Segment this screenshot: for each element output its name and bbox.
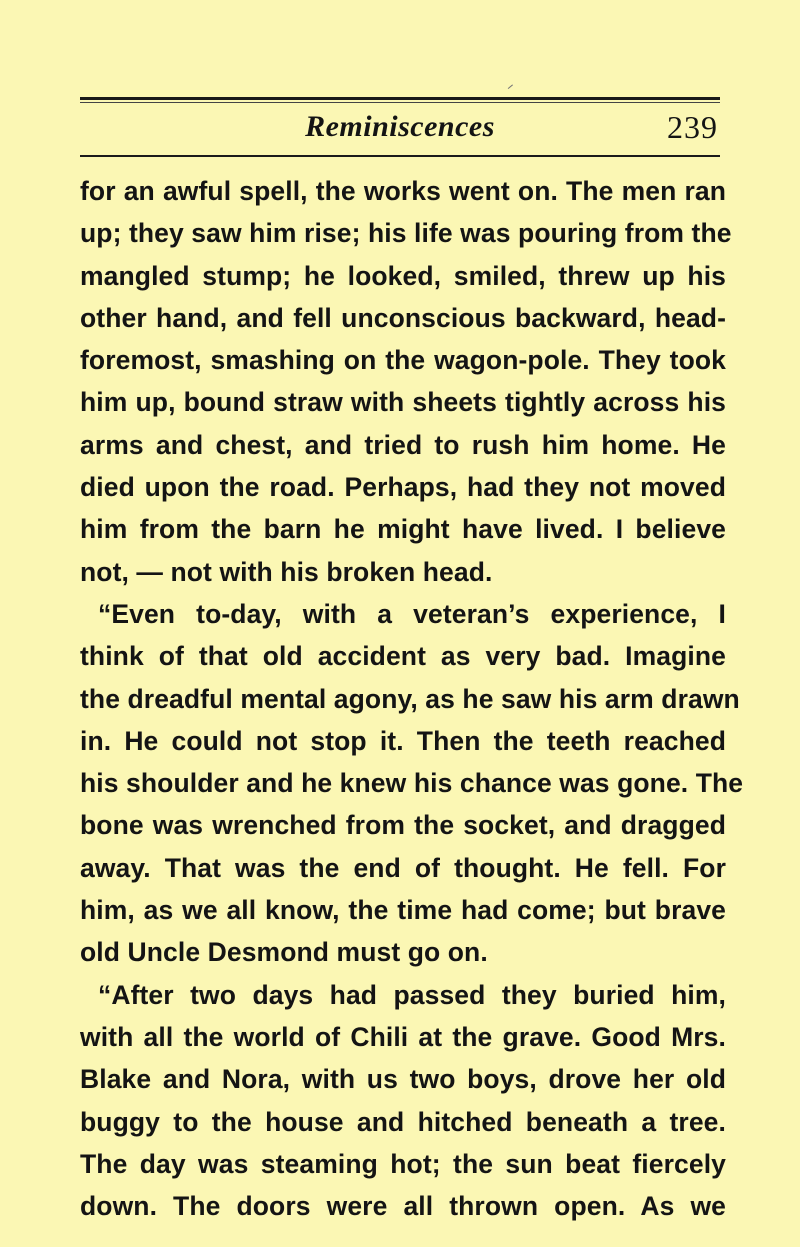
text-line: “Even to-day, with a veteran’s experience, I bbox=[98, 598, 726, 629]
text-line: mangled stump; he looked, smiled, threw up his bbox=[80, 260, 726, 291]
text-line: Blake and Nora, with us two boys, drove her old bbox=[80, 1064, 726, 1095]
text-line: arms and chest, and tried to rush him home. He bbox=[80, 429, 726, 460]
text-line: down. The doors were all thrown open. As we bbox=[80, 1191, 726, 1222]
text-line: “After two days had passed they buried him, bbox=[98, 979, 726, 1010]
text-line: away. That was the end of thought. He fell. For bbox=[80, 852, 726, 883]
text-line: The day was steaming hot; the sun beat fiercely bbox=[80, 1148, 726, 1179]
text-line: in. He could not stop it. Then the teeth reached bbox=[80, 725, 726, 756]
text-line: other hand, and fell unconscious backward, head- bbox=[80, 302, 726, 333]
text-line: with all the world of Chili at the grave. Good Mrs. bbox=[80, 1021, 726, 1052]
text-line: foremost, smashing on the wagon-pole. They took bbox=[80, 345, 726, 376]
text-line: the dreadful mental agony, as he saw his arm drawn bbox=[80, 683, 740, 714]
body-text bbox=[80, 170, 744, 1227]
text-line: died upon the road. Perhaps, had they not moved bbox=[80, 472, 726, 503]
ink-speck bbox=[508, 84, 515, 90]
text-line: up; they saw him rise; his life was pouring from the bbox=[80, 218, 732, 249]
text-line: him from the barn he might have lived. I believe bbox=[80, 514, 726, 545]
text-line: buggy to the house and hitched beneath a tree. bbox=[80, 1106, 726, 1137]
text-line: old Uncle Desmond must go on. bbox=[80, 937, 488, 968]
header-rule-top-thin bbox=[80, 102, 720, 103]
page-number: 239 bbox=[667, 109, 718, 145]
running-header bbox=[80, 107, 720, 151]
text-line: bone was wrenched from the socket, and dragged bbox=[80, 810, 726, 841]
running-title: Reminiscences bbox=[305, 110, 495, 143]
text-line: him up, bound straw with sheets tightly across his bbox=[80, 387, 726, 418]
text-line: not, — not with his broken head. bbox=[80, 556, 493, 587]
header-rule-bottom bbox=[80, 155, 720, 157]
text-line: his shoulder and he knew his chance was gone. The bbox=[80, 768, 744, 799]
header-rule-top bbox=[80, 97, 720, 100]
text-line: think of that old accident as very bad. Imagine bbox=[80, 641, 726, 672]
text-line: him, as we all know, the time had come; but brave bbox=[80, 895, 726, 926]
text-line: for an awful spell, the works went on. The men ran bbox=[80, 176, 726, 206]
